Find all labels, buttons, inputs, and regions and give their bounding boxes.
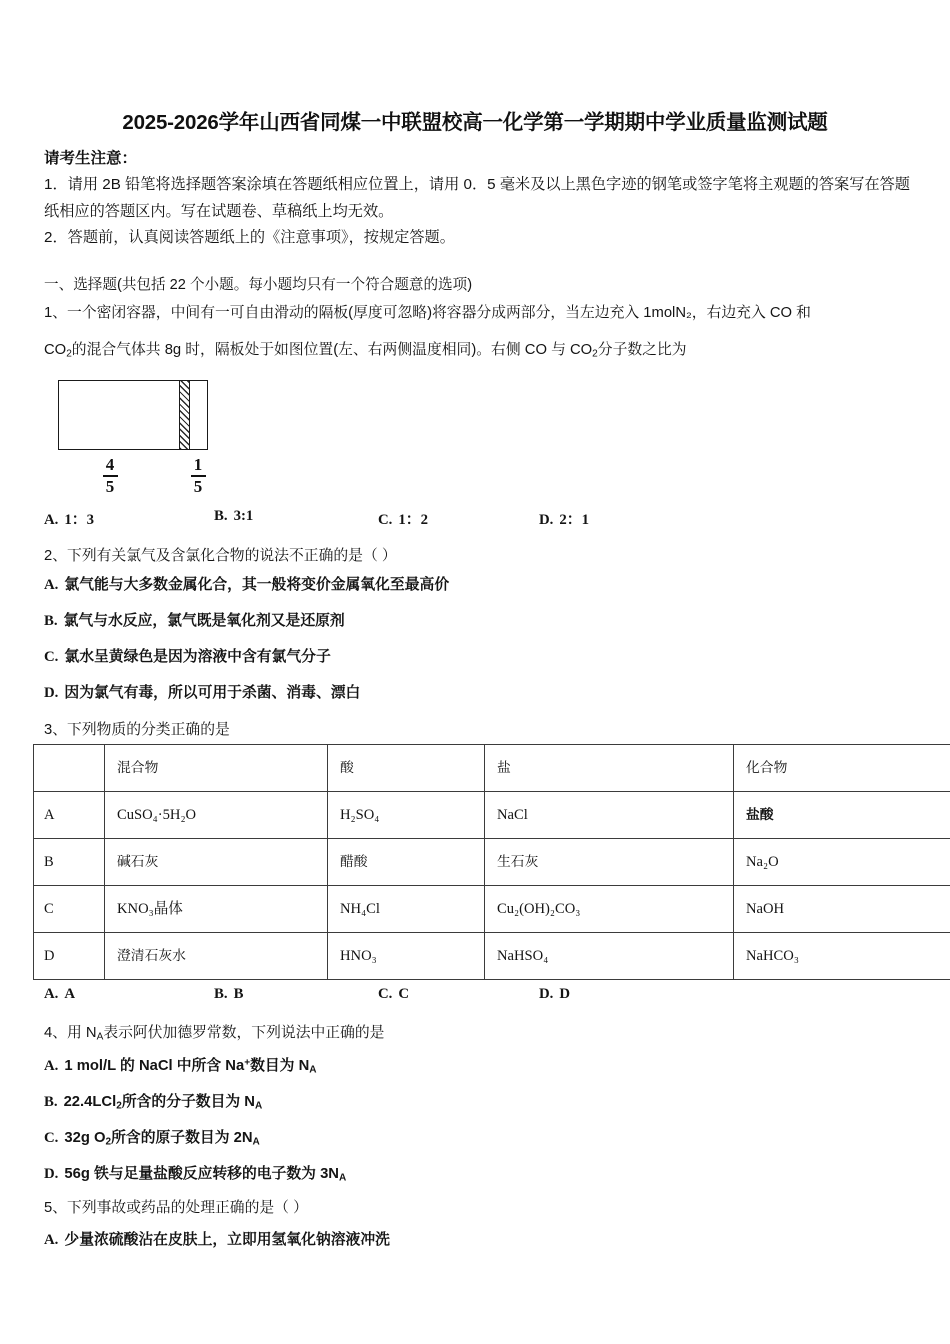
question-2-option-b[interactable] [44, 609, 345, 630]
q4-option-c-text: 32g $O_2$所含的原子数目为 $2N_A$ [64, 1130, 260, 1148]
q1-co2-prefix: CO [44, 342, 67, 358]
figure-left-volume-fraction [97, 456, 123, 496]
row-a-index: A [34, 792, 105, 839]
table-row [34, 792, 950, 839]
q4-option-d-text: 56g 铁与足量盐酸反应转移的电子数为 $3N_A$ [64, 1166, 347, 1184]
row-c-mixture: KNO₃晶体 [105, 886, 328, 933]
question-1-option-b[interactable] [214, 508, 253, 525]
q4-option-b-label: B. [44, 1094, 58, 1110]
q2-option-d-text: 因为氯气有毒，所以可用于杀菌、消毒、漂白 [64, 685, 361, 701]
q4-option-a-label: A. [44, 1058, 59, 1074]
q1-option-c-label: C. [378, 512, 393, 528]
row-d-compound: NaHCO₃ [734, 933, 950, 980]
candidate-notice-block [44, 146, 910, 252]
question-4-stem: 4、用 $N_A$表示阿伏加德罗常数，下列说法中正确的是 [44, 1025, 385, 1043]
question-3-stem: 3、下列物质的分类正确的是 [44, 722, 230, 738]
q3-option-a-label: A. [44, 986, 59, 1002]
table-header-row [34, 745, 950, 792]
q1-option-d-label: D. [539, 512, 554, 528]
row-a-mixture: CuSO₄·5H₂O [105, 792, 328, 839]
question-2-stem: 2、下列有关氯气及含氯化合物的说法不正确的是（ ） [44, 548, 397, 564]
q1-option-d-text: 2：1 [559, 512, 589, 528]
row-c-acid: NH₄Cl [328, 886, 485, 933]
q3-option-d-text: D [559, 986, 571, 1002]
question-1-option-a[interactable] [44, 508, 94, 529]
q1-stem-mid: 的混合气体共 8g 时，隔板处于如图位置(左、右两侧温度相同)。右侧 CO 与 CO [71, 342, 593, 358]
question-4-option-a[interactable] [44, 1054, 317, 1076]
row-b-acid: 醋酸 [328, 839, 485, 886]
q3-option-b-text: B [233, 986, 244, 1002]
question-4-option-c[interactable] [44, 1126, 260, 1148]
header-salt: 盐 [485, 745, 734, 792]
row-c-index: C [34, 886, 105, 933]
q2-option-a-text: 氯气能与大多数金属化合，其一般将变价金属氧化至最高价 [64, 577, 450, 593]
question-1-option-d[interactable] [539, 508, 589, 529]
row-b-compound: Na₂O [734, 839, 950, 886]
row-d-acid: HNO₃ [328, 933, 485, 980]
q4-option-d-label: D. [44, 1166, 59, 1182]
question-2-option-a[interactable] [44, 573, 449, 594]
header-compound: 化合物 [734, 745, 950, 792]
table-row [34, 886, 950, 933]
row-d-mixture: 澄清石灰水 [105, 933, 328, 980]
q4-option-a-text: 1 mol/L 的 NaCl 中所含 Na+数目为 $N_A$ [64, 1057, 317, 1076]
figure-right-volume-fraction [185, 456, 211, 496]
row-d-index: D [34, 933, 105, 980]
header-index [34, 745, 105, 792]
q3-option-a-text: A [64, 986, 76, 1002]
q3-option-c-text: C [398, 986, 410, 1002]
row-b-mixture: 碱石灰 [105, 839, 328, 886]
question-1-stem-line-1: 1、一个密闭容器，中间有一可自由滑动的隔板(厚度可忽略)将容器分成两部分，当左边充入 1molN₂，右边充入 CO 和 [44, 305, 811, 321]
question-4-option-d[interactable] [44, 1162, 346, 1184]
q4-option-c-label: C. [44, 1130, 59, 1146]
left-fraction-denominator: 5 [105, 476, 115, 496]
row-a-acid: H₂SO₄ [328, 792, 485, 839]
substance-classification-table [33, 744, 950, 980]
question-2-option-c[interactable] [44, 645, 331, 666]
q3-option-c-label: C. [378, 986, 393, 1002]
question-3-option-b[interactable] [214, 986, 243, 1003]
q1-option-a-label: A. [44, 512, 59, 528]
row-a-compound: 盐酸 [734, 792, 950, 839]
q2-option-a-label: A. [44, 577, 59, 593]
left-fraction-numerator: 4 [105, 455, 115, 474]
q1-stem-tail: 分子数之比为 [597, 342, 687, 358]
q2-option-b-text: 氯气与水反应，氯气既是氧化剂又是还原剂 [63, 613, 345, 629]
question-2-option-d[interactable] [44, 681, 360, 702]
row-c-salt: Cu₂(OH)₂CO₃ [485, 886, 734, 933]
question-4-option-b[interactable] [44, 1090, 262, 1112]
question-5-option-a[interactable] [44, 1228, 390, 1249]
sliding-partition-icon [179, 381, 190, 449]
q5-option-a-label: A. [44, 1232, 59, 1248]
row-d-salt: NaHSO₄ [485, 933, 734, 980]
question-1-stem-line-2: $CO_2$的混合气体共 8g 时，隔板处于如图位置(左、右两侧温度相同)。右侧 CO 与 $CO_2$分子数之比为 [44, 342, 687, 360]
q2-option-c-label: C. [44, 649, 59, 665]
q2-option-d-label: D. [44, 685, 59, 701]
q2-option-c-text: 氯水呈黄绿色是因为溶液中含有氯气分子 [64, 649, 331, 665]
row-b-salt: 生石灰 [485, 839, 734, 886]
table-row [34, 839, 950, 886]
container-partition-figure [50, 372, 300, 498]
row-a-salt: NaCl [485, 792, 734, 839]
page-title: 2025-2026学年山西省同煤一中联盟校高一化学第一学期期中学业质量监测试题 [122, 111, 828, 134]
q3-option-d-label: D. [539, 986, 554, 1002]
q4-option-b-text: 22.4LCl$_2$所含的分子数目为 $N_A$ [63, 1094, 263, 1112]
q1-option-b-label: B. [214, 508, 228, 524]
question-3-option-c[interactable] [378, 986, 409, 1003]
q5-option-a-text: 少量浓硫酸沾在皮肤上，立即用氢氧化钠溶液冲洗 [64, 1232, 390, 1248]
question-3-option-a[interactable] [44, 986, 75, 1003]
row-c-compound: NaOH [734, 886, 950, 933]
notice-line-2: 2．答题前，认真阅读答题纸上的《注意事项》，按规定答题。 [44, 229, 455, 246]
notice-line-1: 1．请用 2B 铅笔将选择题答案涂填在答题纸相应位置上，请用 0．5 毫米及以上黑色字迹的钢笔或签字笔将主观题的答案写在答题纸相应的答题区内。写在试题卷、草稿纸上均无效。 [44, 176, 910, 220]
question-3-option-d[interactable] [539, 986, 570, 1003]
question-5-stem: 5、下列事故或药品的处理正确的是（ ） [44, 1200, 308, 1216]
q1-option-a-text: 1：3 [64, 512, 94, 528]
section-heading-multiple-choice: 一、选择题(共包括 22 个小题。每小题均只有一个符合题意的选项) [44, 277, 473, 293]
right-fraction-numerator: 1 [193, 455, 203, 474]
right-fraction-denominator: 5 [193, 476, 203, 496]
row-b-index: B [34, 839, 105, 886]
header-mixture: 混合物 [105, 745, 328, 792]
q1-option-c-text: 1：2 [398, 512, 428, 528]
q3-option-b-label: B. [214, 986, 228, 1002]
header-acid: 酸 [328, 745, 485, 792]
q1-option-b-text: 3:1 [233, 508, 254, 524]
table-row [34, 933, 950, 980]
notice-heading: 请考生注意： [44, 150, 138, 167]
q2-option-b-label: B. [44, 613, 58, 629]
question-1-option-c[interactable] [378, 508, 428, 529]
